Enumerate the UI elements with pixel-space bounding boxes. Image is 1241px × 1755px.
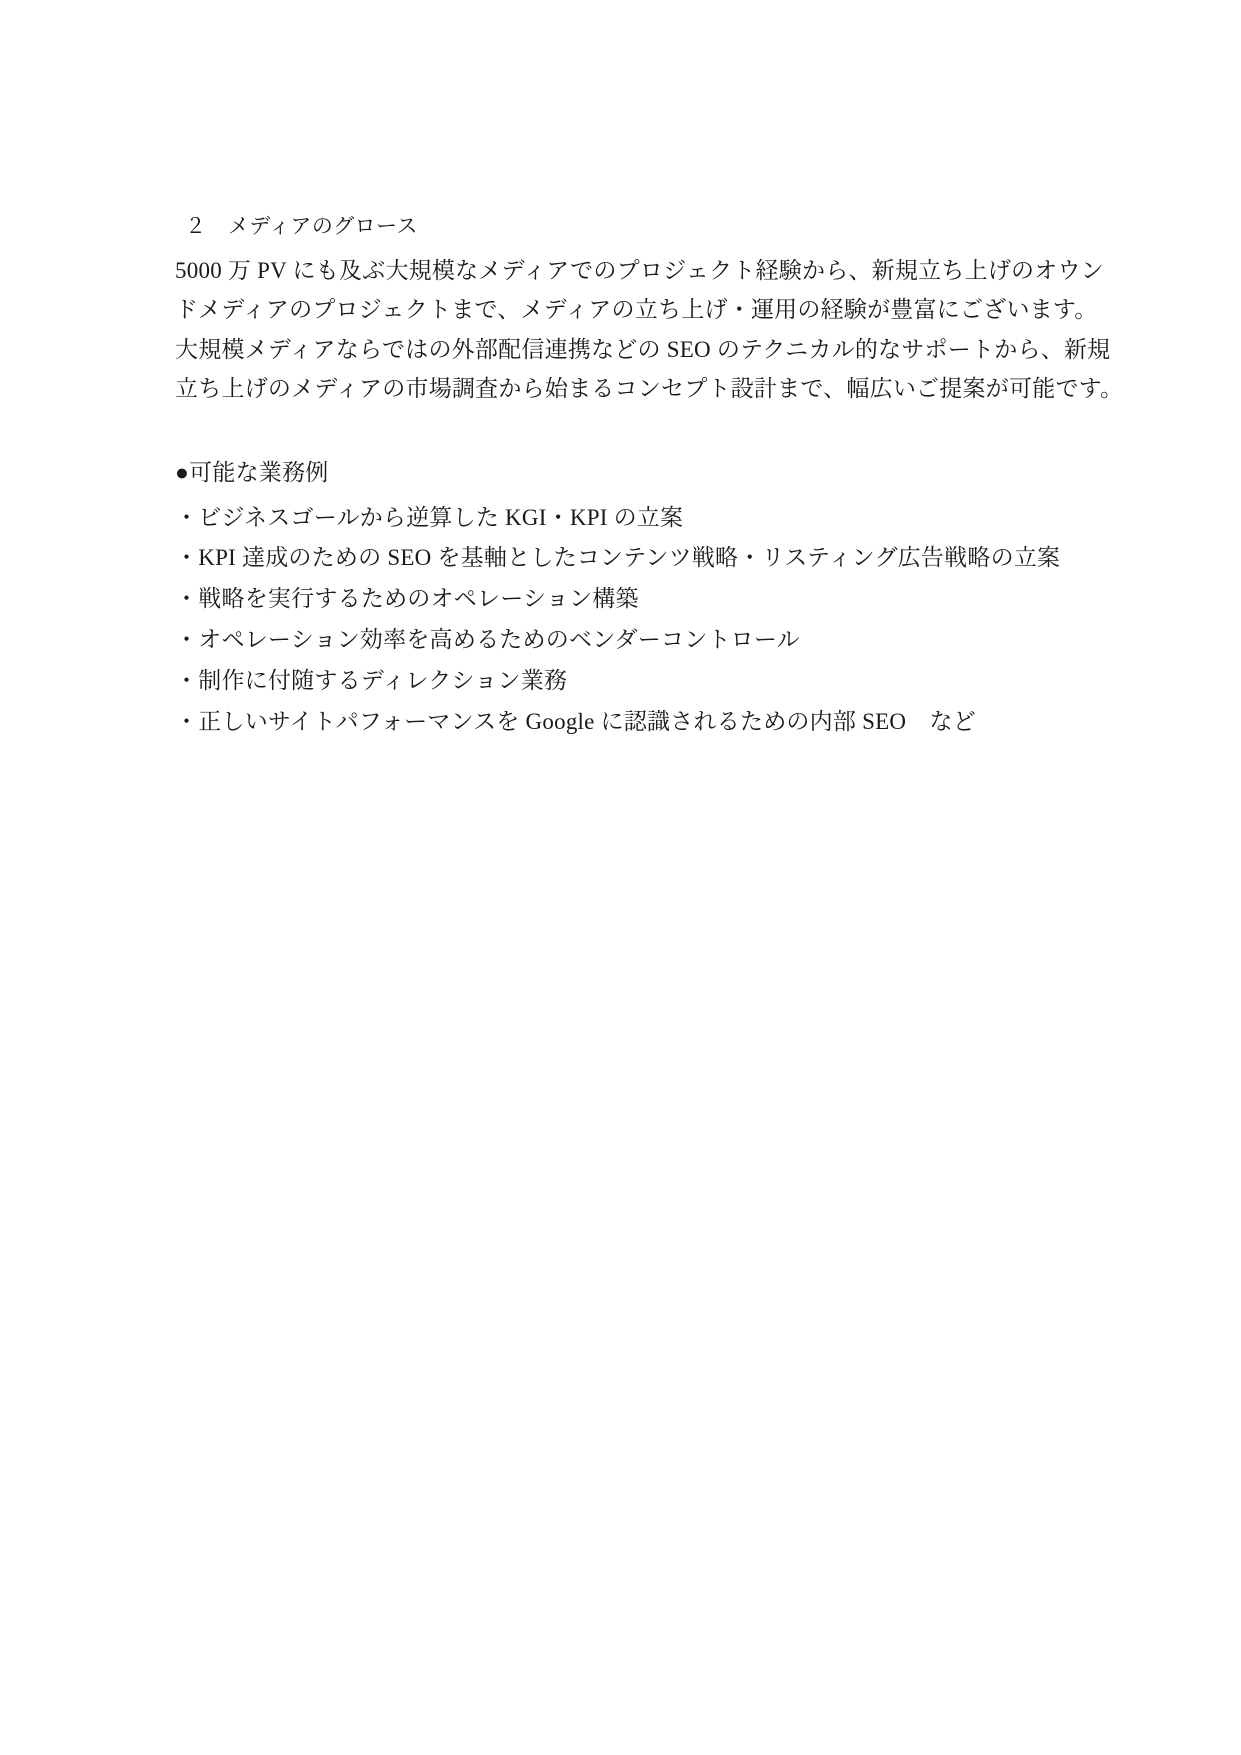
paragraph-spacer <box>175 409 1095 455</box>
section-heading: ２ メディアのグロース <box>185 214 418 238</box>
paragraph-line: 立ち上げのメディアの市場調査から始まるコンセプト設計まで、幅広いご提案が可能です。 <box>175 376 1124 402</box>
intro-paragraph <box>175 251 1124 409</box>
list-item: ・KPI 達成のための SEO を基軸としたコンテンツ戦略・リスティング広告戦略の立案 <box>175 545 1061 571</box>
services-list <box>175 498 1095 744</box>
list-item: ・戦略を実行するためのオペレーション構築 <box>175 586 639 612</box>
paragraph-line: 5000 万 PV にも及ぶ大規模なメディアでのプロジェクト経験から、新規立ち上げのオウン <box>175 257 1104 283</box>
paragraph-line: 大規模メディアならではの外部配信連携などの SEO のテクニカル的なサポートから、新規 <box>175 336 1111 362</box>
list-item: ・オペレーション効率を高めるためのベンダーコントロール <box>175 627 800 653</box>
list-item: ・制作に付随するディレクション業務 <box>175 668 568 694</box>
list-item: ・正しいサイトパフォーマンスを Google に認識されるための内部 SEO など <box>175 709 976 735</box>
document-body <box>175 210 1124 743</box>
services-list-title: ●可能な業務例 <box>175 459 329 485</box>
paragraph-line: ドメディアのプロジェクトまで、メディアの立ち上げ・運用の経験が豊富にございます。 <box>175 297 1098 323</box>
list-item: ・ビジネスゴールから逆算した KGI・KPI の立案 <box>175 504 684 530</box>
